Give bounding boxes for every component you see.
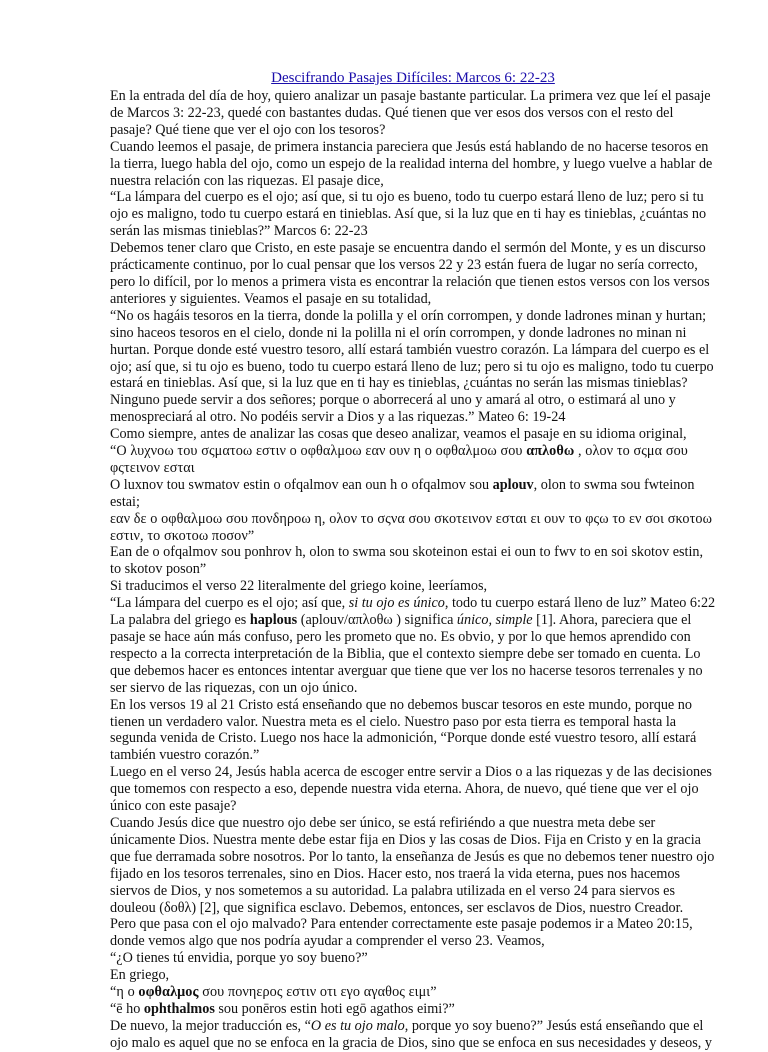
transliteration-bold-word: ophthalmos [143, 1000, 215, 1017]
paragraph: Debemos tener claro que Cristo, en este pasaje se encuentra dando el sermón del Monte, y es un discurso prácticamente continuo, por lo cual pensar que los versos 22 y 23 están fuera de lugar no sería correcto, pero lo difícil, por lo menos a primera vista es encontrar la relación que tienen estos versos con los versos anteriores y siguientes. Veamos el pasaje en su totalidad, [110, 240, 710, 307]
transliteration-part: , olon to swma sou fwteinon estai; [110, 476, 695, 510]
quote-part: , todo tu cuerpo estará lleno de luz” Mateo 6:22 [444, 595, 716, 612]
quote-part: “La lámpara del cuerpo es el ojo; así que, [110, 595, 349, 612]
greek-text-part: σου πονηερος εστιν οτι εγο αγαθος ειμι” [198, 984, 437, 1001]
paragraph: Si traducimos el verso 22 literalmente del griego koine, leeríamos, [110, 578, 488, 595]
paragraph: Luego en el verso 24, Jesús habla acerca de escoger entre servir a Dios o a las riquezas y de las decisiones que tomemos con respecto a eso, depende nuestra vida eterna. Ahora, de nuevo, qué tiene que ver el ojo único con este pasaje? [110, 764, 712, 815]
transliteration-part: “ē ho [110, 1000, 144, 1017]
greek-text [110, 984, 716, 1001]
greek-bold-word: απλοθω [526, 443, 575, 460]
transliteration-part: O luxnov tou swmatov estin o ofqalmov ean oun h o ofqalmov sou [110, 476, 493, 493]
transliteration [110, 477, 716, 511]
document-body [110, 88, 716, 1052]
greek-text-part: , ολον το σςμα σου φςτεινον εσται [110, 443, 688, 476]
transliteration-bold-word: aplouv [492, 476, 534, 493]
paragraph: En la entrada del día de hoy, quiero analizar un pasaje bastante particular. La primera vez que leí el pasaje de Marcos 3: 22-23, quedé con bastantes dudas. Qué tienen que ver esos dos versos con el resto del pasaje? Qué tiene que ver el ojo con los tesoros? [110, 88, 711, 138]
transliteration-part: sou ponēros estin hoti egō agathos eimi?” [214, 1000, 455, 1017]
block-quote: “No os hagáis tesoros en la tierra, donde la polilla y el orín corrompen, y donde ladrones minan y hurtan; sino haceos tesoros en el cielo, donde ni la polilla ni el orín corrompen, y donde ladrones no minan ni hurtan. Porque donde esté vuestro tesoro, allí estará también vuestro corazón. La lámpara del cuerpo es el ojo; así que, si tu ojo es bueno, todo tu cuerpo estará lleno de luz; pero si tu ojo es maligno, todo tu cuerpo estará en tinieblas. Así que, si la luz que en ti hay es tinieblas, ¿cuántas no serán las mismas tinieblas? Ninguno puede servir a dos señores; porque o aborrecerá al uno y amará al otro, o estimará al uno y menospreciará al otro. No podéis servir a Dios y a las riquezas.” Mateo 6: 19-24 [110, 307, 714, 426]
title-link[interactable]: Descifrando Pasajes Difíciles: Marcos 6: 22-23 [271, 70, 555, 86]
block-quote: “¿O tienes tú envidia, porque yo soy bueno?” [110, 950, 368, 967]
paragraph [110, 612, 716, 697]
greek-text-part: “η ο [110, 984, 139, 1001]
text-part: La palabra del griego es [110, 612, 250, 629]
paragraph: Cuando Jesús dice que nuestro ojo debe ser único, se está refiriéndo a que nuestra meta debe ser únicamente Dios. Nuestra mente debe estar fija en Dios y las cosas de Dios. Fija en Cristo y en la gracia que fue derramada sobre nosotros. Por lo tanto, la enseñanza de Jesús es que no debemos tener nuestro ojo fijado en los tesoros terrenales, sino en Dios. Hacer esto, nos traerá la vida eterna, pues nos hacemos siervos de Dios, y nos sometemos a su autoridad. La palabra utilizada en el verso 24 para siervos es douleou (δοθλ) [2], que significa esclavo. Debemos, entonces, ser esclavos de Dios, nuestro Creador. [110, 814, 715, 916]
italic-term: único, simple [456, 612, 533, 629]
text-part: De nuevo, la mejor traducción es, “ [110, 1017, 311, 1034]
page-title [110, 70, 716, 86]
bold-term: haplous [249, 612, 298, 629]
text-part: (aplouv/απλοθω ) significa [297, 612, 457, 629]
paragraph: Como siempre, antes de analizar las cosas que deseo analizar, veamos el pasaje en su idioma original, [110, 426, 687, 443]
paragraph [110, 1018, 716, 1052]
greek-text [110, 443, 716, 477]
transliteration [110, 1001, 716, 1018]
quote-italic: si tu ojo es único [348, 595, 445, 612]
text-part: , porque yo soy bueno?” Jesús está enseñando que el ojo malo es aquel que no se enfoca en la gracia de Dios, sino que se enfoca en sus necesidades y deseos, y [110, 1017, 712, 1051]
paragraph: En los versos 19 al 21 Cristo está enseñando que no debemos buscar tesoros en este mundo, porque no tienen un verdadero valor. Nuestra meta es el cielo. Nuestro paso por esta tierra es temporal hasta la segunda venida de Cristo. Luego nos hace la admonición, “Porque donde esté vuestro tesoro, allí estará también vuestro corazón.” [110, 696, 697, 764]
greek-text: εαν δε ο οφθαλμοω σου πονδηροω η, ολον το σςνα σου σκοτεινον εσται ει ουν το φςω το εν σοι σκοτοω εστιν, το σκοτοω ποσον” [110, 510, 713, 544]
block-quote [110, 595, 716, 612]
block-quote: “La lámpara del cuerpo es el ojo; así que, si tu ojo es bueno, todo tu cuerpo estará lleno de luz; pero si tu ojo es maligno, todo tu cuerpo estará en tinieblas. Así que, si la luz que en ti hay es tinieblas, ¿cuántas no serán las mismas tinieblas?” Marcos 6: 22-23 [110, 189, 707, 240]
transliteration: Ean de o ofqalmov sou ponhrov h, olon to swma sou skoteinon estai ei oun to fwv to en soi skotov estin, to skotov poson” [110, 544, 704, 578]
greek-text-part: “Ο λυχνοω του σςματοω εστιν ο οφθαλμοω εαν ουν η ο οφθαλμοω σου [110, 443, 527, 460]
text-part: [1]. Ahora, pareciera que el pasaje se hace aún más confuso, pero les prometo que no. Es obvio, y por lo que hemos aprendido con respecto a la correcta interpretación de la Biblia, que el contexto siempre debe ser tomado en cuenta. Lo que debemos hacer es entonces intentar averguar que tiene que ver los no hacerse tesoros terrenales y no ser siervo de las riquezas, con un ojo único. [110, 612, 703, 696]
paragraph: Pero que pasa con el ojo malvado? Para entender correctamente este pasaje podemos ir a Mateo 20:15, donde vemos algo que nos podría ayudar a comprender el verso 23. Veamos, [110, 916, 693, 950]
paragraph: Cuando leemos el pasaje, de primera instancia pareciera que Jesús está hablando de no hacerse tesoros en la tierra, luego habla del ojo, como un espejo de la realidad interna del hombre, y luego vuelve a hablar de nuestra relación con las riquezas. El pasaje dice, [110, 138, 713, 189]
greek-bold-word: οφθαλμος [138, 984, 199, 1001]
paragraph: En griego, [110, 967, 170, 984]
italic-term: O es tu ojo malo [310, 1017, 405, 1034]
